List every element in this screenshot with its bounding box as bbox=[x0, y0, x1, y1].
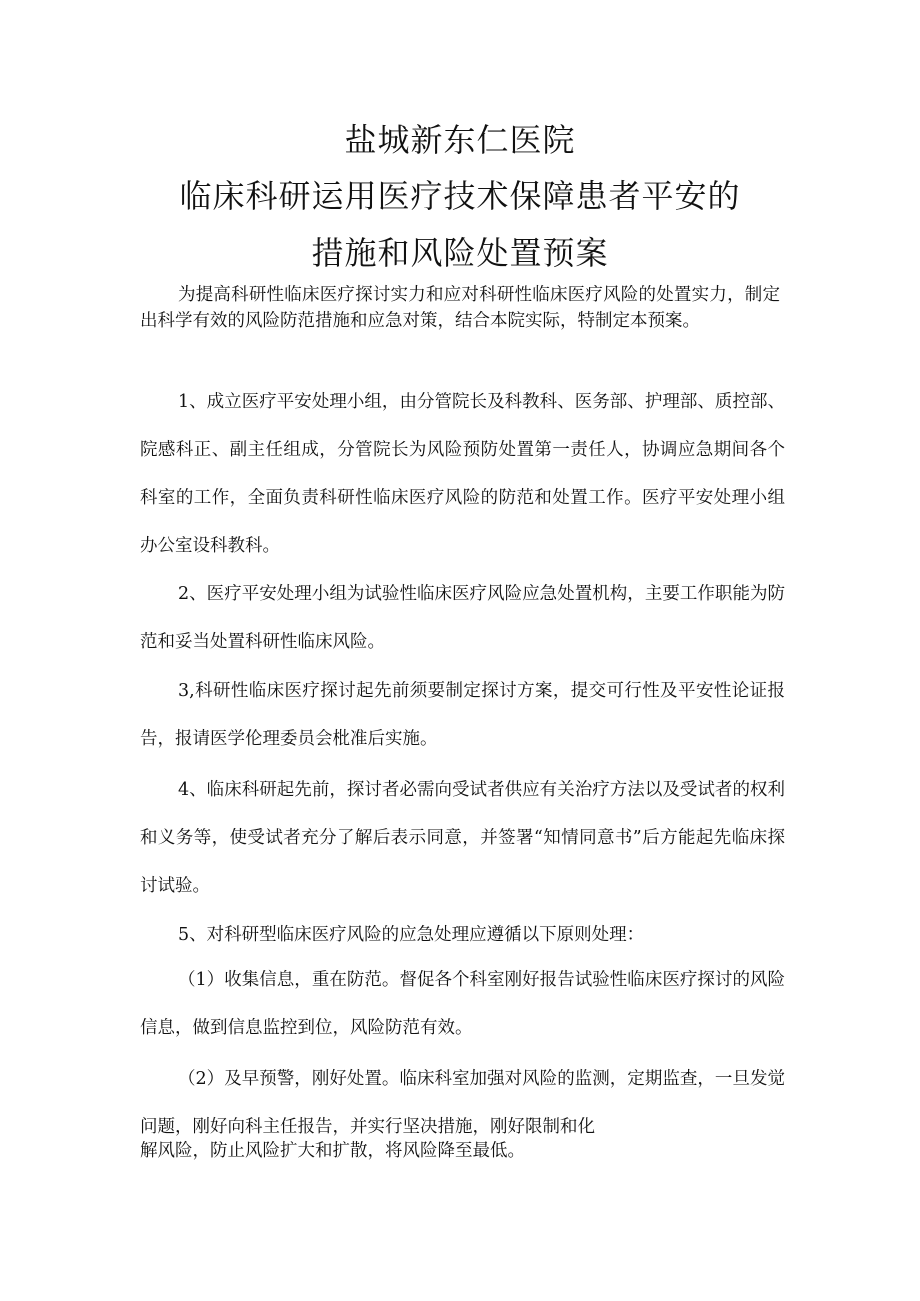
paragraph-5-item-2-continued: 解风险，防止风险扩大和扩散，将风险降至最低。 bbox=[140, 1141, 525, 1161]
paragraph-5: 5、对科研型临床医疗风险的应急处理应遵循以下原则处理： bbox=[178, 925, 645, 945]
paragraph-5-item-1: （1）收集信息，重在防范。督促各个科室刚好报告试验性临床医疗探讨的风险信息，做到信息监控到位，风险防范有效。 bbox=[140, 970, 785, 1038]
document-title-line2: 措施和风险处置预案 bbox=[311, 234, 609, 272]
paragraph-5-item-2: （2）及早预警，刚好处置。临床科室加强对风险的监测，定期监查，一旦发觉问题，刚好向科主任报告，并实行坚决措施，刚好限制和化 bbox=[140, 1069, 785, 1137]
hospital-name-title: 盐城新东仁医院 bbox=[344, 121, 576, 159]
intro-paragraph: 为提高科研性临床医疗探讨实力和应对科研性临床医疗风险的处置实力，制定出科学有效的风险防范措施和应急对策，结合本院实际，特制定本预案。 bbox=[140, 285, 780, 331]
paragraph-3: 3,科研性临床医疗探讨起先前须要制定探讨方案，提交可行性及平安性论证报告，报请医学伦理委员会枇准后实施。 bbox=[140, 681, 785, 749]
paragraph-4: 4、临床科研起先前，探讨者必需向受试者供应有关治疗方法以及受试者的权利和义务等，使受试者充分了解后表示同意，并签署“知情同意书”后方能起先临床探讨试验。 bbox=[140, 780, 785, 896]
paragraph-1: 1、成立医疗平安处理小组，由分管院长及科教科、医务部、护理部、质控部、院感科正、副主任组成，分管院长为风险预防处置第一责任人，协调应急期间各个科室的工作，全面负责科研性临床医疗风险的防范和处置工作。医疗平安处理小组办公室设科教科。 bbox=[140, 392, 785, 556]
paragraph-2: 2、医疗平安处理小组为试验性临床医疗风险应急处置机构，主要工作职能为防范和妥当处置科研性临床风险。 bbox=[140, 584, 785, 652]
document-title-line1: 临床科研运用医疗技术保障患者平安的 bbox=[179, 177, 741, 215]
